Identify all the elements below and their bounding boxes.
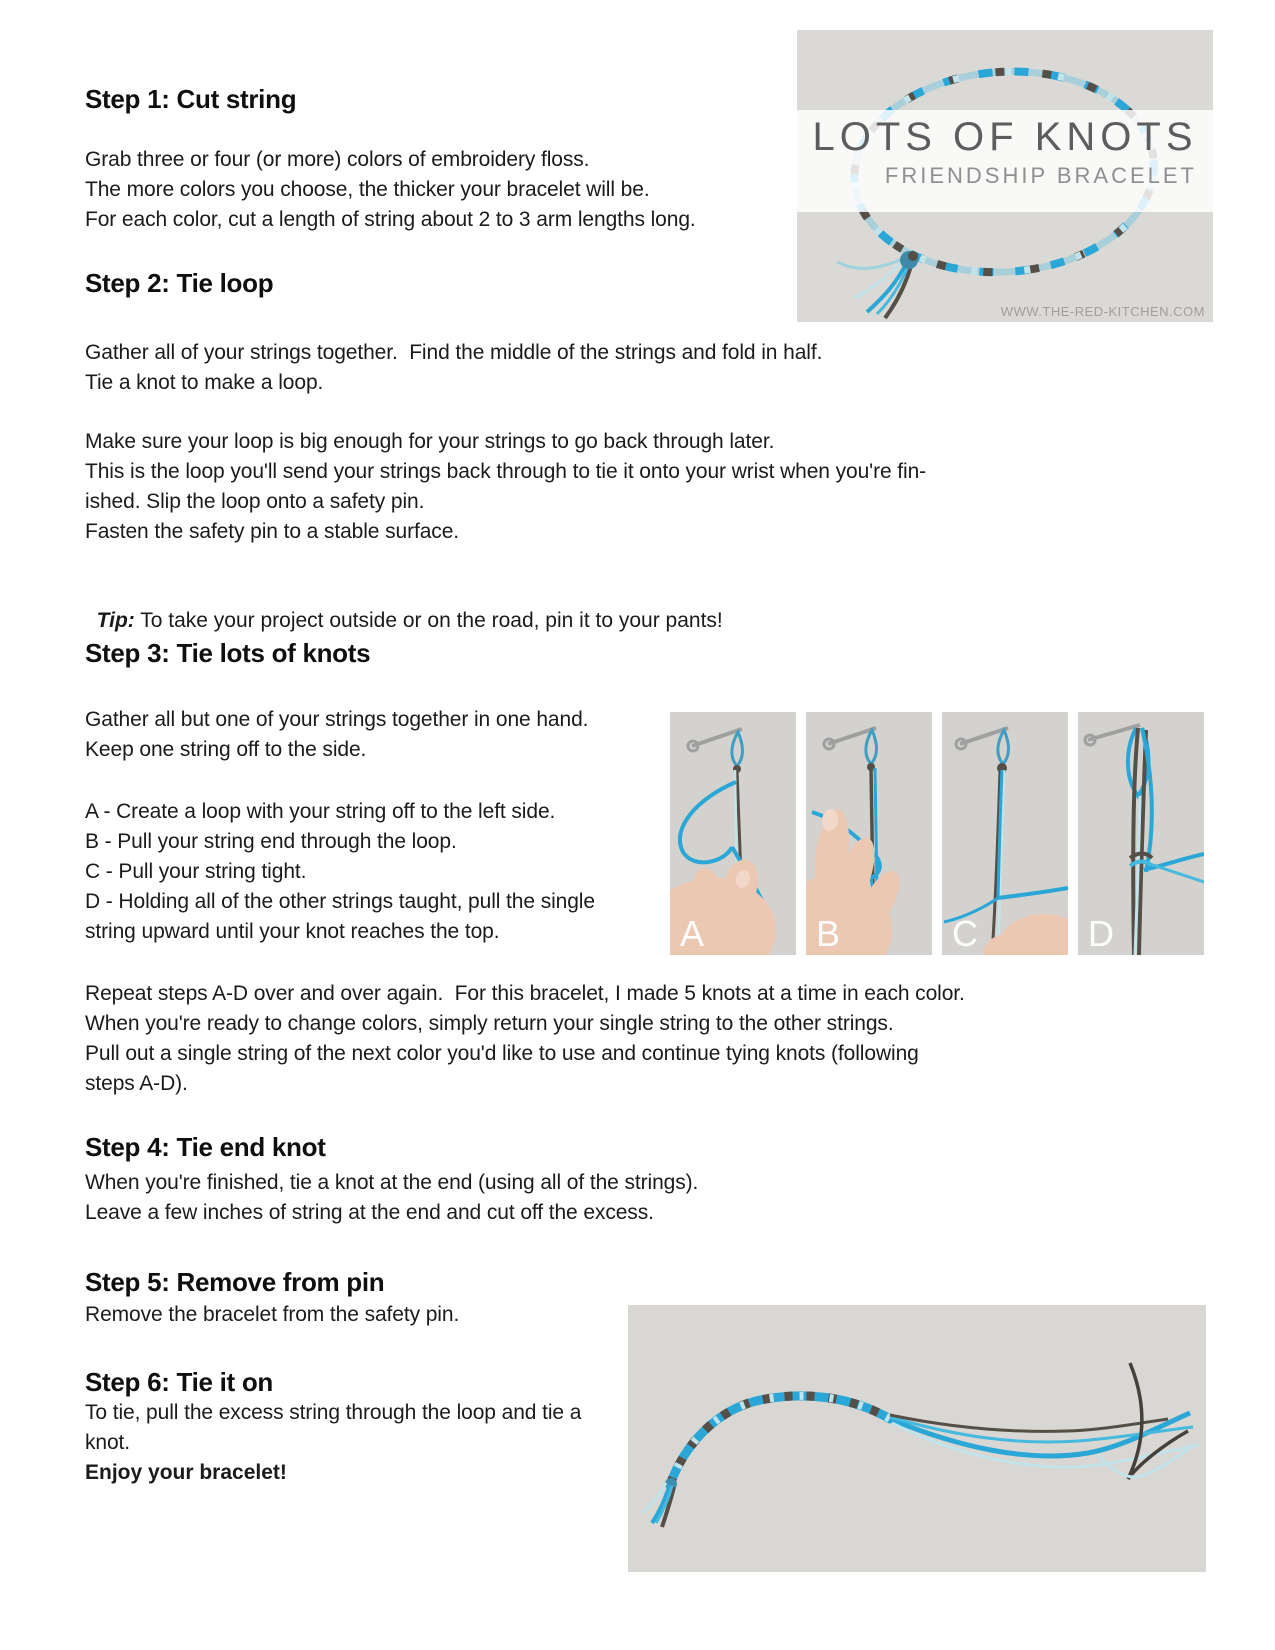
text-line: When you're finished, tie a knot at the end (using all of the strings).	[85, 1171, 699, 1194]
tip-paragraph	[85, 576, 1045, 636]
step3-paragraph-1	[85, 705, 665, 765]
text-line: Keep one string off to the side.	[85, 738, 367, 761]
text-line: B - Pull your string end through the loop.	[85, 830, 457, 853]
text-line: Grab three or four (or more) colors of embroidery floss.	[85, 148, 590, 171]
step2-paragraph-1	[85, 338, 1045, 398]
page-subtitle: FRIENDSHIP BRACELET	[884, 163, 1197, 188]
step6-paragraph	[85, 1398, 625, 1488]
step4-paragraph	[85, 1168, 1045, 1228]
photo-label-a: A	[680, 912, 705, 954]
step3-paragraph-2	[85, 797, 665, 947]
photo-label-b: B	[816, 912, 841, 954]
photo-label-c: C	[952, 912, 978, 954]
text-line: knot.	[85, 1431, 131, 1454]
text-line: When you're ready to change colors, simply return your single string to the other strings.	[85, 1012, 894, 1035]
text-line: A - Create a loop with your string off to the left side.	[85, 800, 556, 823]
step-photo-b	[806, 712, 932, 955]
text-line: string upward until your knot reaches the top.	[85, 920, 500, 943]
text-line: Leave a few inches of string at the end and cut off the excess.	[85, 1201, 654, 1224]
page-title: LOTS OF KNOTS	[812, 115, 1198, 159]
knot-steps-photo-strip	[670, 712, 1214, 955]
tip-text: To take your project outside or on the road, pin it to your pants!	[134, 609, 723, 632]
text-line: Gather all but one of your strings together in one hand.	[85, 708, 589, 731]
step-photo-c	[942, 712, 1068, 955]
text-line: Make sure your loop is big enough for your strings to go back through later.	[85, 430, 775, 453]
text-line: D - Holding all of the other strings taught, pull the single	[85, 890, 595, 913]
text-line: C - Pull your string tight.	[85, 860, 307, 883]
finished-bracelet-photo	[628, 1305, 1206, 1572]
step3-paragraph-3	[85, 979, 1065, 1099]
text-line: Remove the bracelet from the safety pin.	[85, 1303, 460, 1326]
step5-heading: Step 5: Remove from pin	[85, 1267, 385, 1297]
text-line: Fasten the safety pin to a stable surface.	[85, 520, 460, 543]
step2-paragraph-2	[85, 427, 1065, 547]
watermark-url: WWW.THE-RED-KITCHEN.COM	[1000, 304, 1205, 319]
step1-paragraph	[85, 145, 1045, 235]
text-line: This is the loop you'll send your strings back through to tie it onto your wrist when you're fin-	[85, 460, 927, 483]
text-line: Pull out a single string of the next color you'd like to use and continue tying knots (following	[85, 1042, 919, 1065]
step3-heading: Step 3: Tie lots of knots	[85, 638, 371, 668]
step4-heading: Step 4: Tie end knot	[85, 1132, 326, 1162]
text-line: To tie, pull the excess string through the loop and tie a	[85, 1401, 582, 1424]
text-line: steps A-D).	[85, 1072, 188, 1095]
step1-heading: Step 1: Cut string	[85, 84, 297, 114]
text-line: Repeat steps A-D over and over again. For this bracelet, I made 5 knots at a time in each color.	[85, 982, 965, 1005]
step-photo-a	[670, 712, 796, 955]
finished-bracelet-illustration	[628, 1305, 1206, 1572]
text-line: Tie a knot to make a loop.	[85, 371, 324, 394]
photo-label-d: D	[1088, 912, 1114, 954]
text-line: The more colors you choose, the thicker your bracelet will be.	[85, 178, 650, 201]
closing-line: Enjoy your bracelet!	[85, 1461, 287, 1484]
tip-label: Tip:	[96, 609, 135, 632]
text-line: For each color, cut a length of string about 2 to 3 arm lengths long.	[85, 208, 696, 231]
text-line: ished. Slip the loop onto a safety pin.	[85, 490, 425, 513]
step6-heading: Step 6: Tie it on	[85, 1367, 273, 1397]
text-line: Gather all of your strings together. Find the middle of the strings and fold in half.	[85, 341, 823, 364]
step-photo-d	[1078, 712, 1204, 955]
step2-heading: Step 2: Tie loop	[85, 268, 274, 298]
